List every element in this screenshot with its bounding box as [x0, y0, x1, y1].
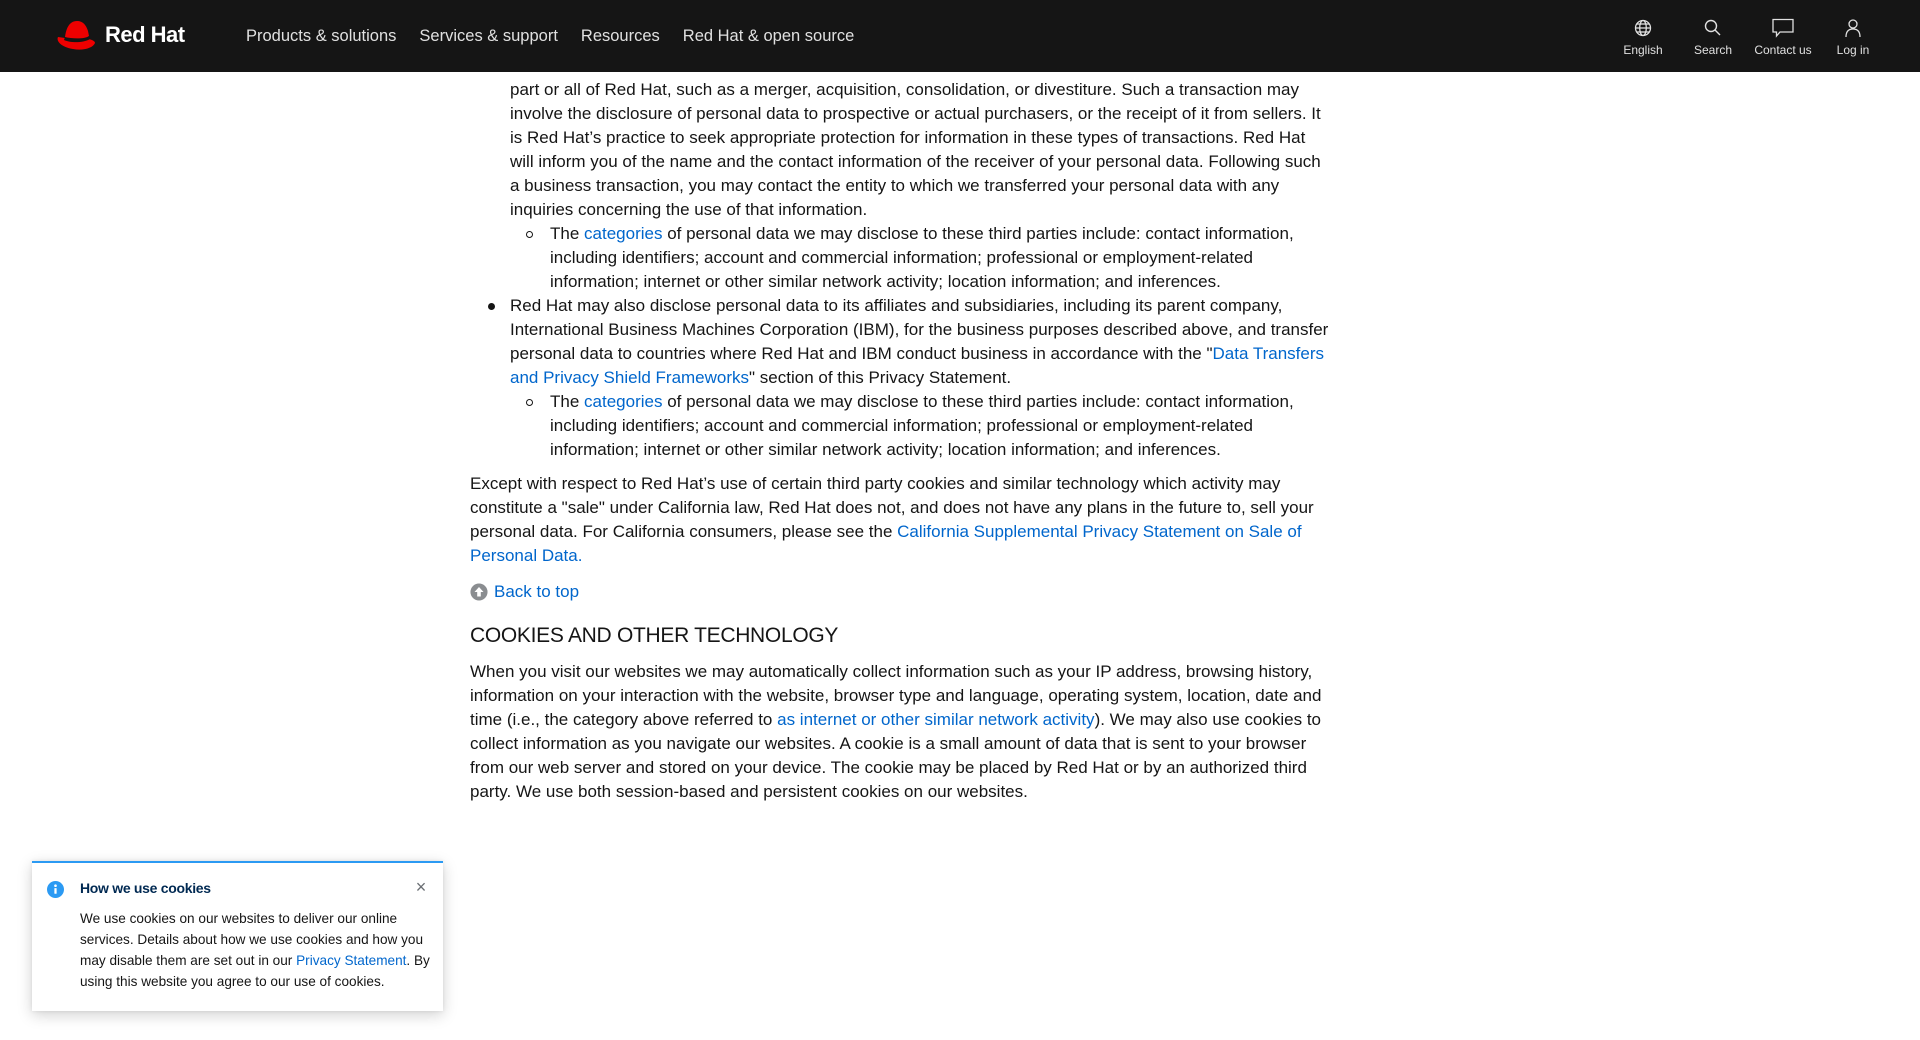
text-prefix: We use cookies on our websites to deliver our online services. Details about how we use cookies and how you may disable them are set out in our	[80, 911, 424, 968]
nav-products-solutions[interactable]: Products & solutions	[246, 26, 397, 45]
sale-text	[470, 472, 1330, 568]
affiliate-categories-item	[550, 390, 1330, 462]
text-suffix: of personal data we may disclose to these third parties include: contact information, including identifiers; account and commercial information; professional or employment-related information; internet or other similar network activity; location information; and inferences.	[550, 392, 1294, 459]
circle-bullet-icon	[526, 231, 533, 238]
data-transfers-link[interactable]: Data Transfers and Privacy Shield Frameworks	[510, 344, 1324, 387]
text-suffix: ). We may also use cookies to collect information as you navigate our websites. A cookie is a small amount of data that is sent to your browser from our web server and stored on your device. The cookie may be placed by Red Hat or by an authorized third party. We use both session-based and persistent cookies on our websites.	[470, 710, 1322, 801]
info-icon	[47, 881, 64, 898]
sale-paragraph	[470, 472, 1330, 568]
cookies-text	[470, 660, 1330, 804]
privacy-statement-link[interactable]: Privacy Statement	[296, 953, 407, 968]
back-to-top-link[interactable]	[470, 580, 1330, 604]
business-transfer-text: part or all of Red Hat, such as a merger, acquisition, consolidation, or divestiture. Such a transaction may involve the disclosure of personal data to prospective or actual purchasers, or the receipt of it from sellers. It is Red Hat’s practice to seek appropriate protection for information in these types of transactions. Red Hat will inform you of the name and the contact information of the receiver of your personal data. Following such a business transaction, you may contact the entity to which we transferred your personal data with any inquiries concerning the use of that information.	[510, 80, 1321, 219]
language-button[interactable]	[1608, 0, 1678, 72]
nav-services-support[interactable]: Services & support	[419, 26, 558, 45]
california-supplemental-link[interactable]: California Supplemental Privacy Statement on Sale of Personal Data.	[470, 522, 1302, 565]
language-label: English	[1623, 42, 1663, 57]
chat-bubble-icon	[1772, 18, 1794, 38]
business-transfer-bullet	[510, 78, 1330, 222]
contact-us-button[interactable]	[1748, 0, 1818, 72]
logo-text: Red Hat	[105, 22, 185, 47]
log-in-label: Log in	[1836, 42, 1870, 57]
text-prefix: The	[550, 224, 585, 243]
main-nav	[246, 0, 877, 72]
close-icon[interactable]: ×	[415, 877, 427, 897]
cookie-banner-title: How we use cookies	[80, 880, 211, 896]
site-header	[0, 0, 1920, 72]
search-label: Search	[1693, 42, 1733, 57]
text-prefix: When you visit our websites we may automatically collect information such as your IP address, browsing history, information on your interaction with the website, browser type and language, operating system, location, date and time (i.e., the category above referred to	[470, 662, 1322, 729]
text-suffix: " section of this Privacy Statement.	[749, 368, 1012, 387]
search-button[interactable]	[1678, 0, 1748, 72]
network-activity-link[interactable]: as internet or other similar network activity	[777, 710, 1095, 729]
globe-icon	[1633, 18, 1653, 38]
text-prefix: Except with respect to Red Hat’s use of certain third party cookies and similar technology which activity may constitute a "sale" under California law, Red Hat does not, and does not have any plans in the future to, sell your personal data. For California consumers, please see the	[470, 474, 1314, 541]
categories-link[interactable]: categories	[584, 224, 663, 243]
back-to-top-label: Back to top	[494, 582, 580, 601]
red-hat-logo-icon	[55, 17, 101, 53]
disclosure-categories-text	[550, 222, 1330, 294]
contact-us-label: Contact us	[1754, 42, 1812, 57]
user-icon	[1843, 18, 1863, 38]
affiliates-text	[510, 294, 1330, 390]
affiliate-categories-text	[550, 390, 1330, 462]
text-suffix: . By using this website you agree to our use of cookies.	[80, 953, 430, 989]
nav-resources[interactable]: Resources	[580, 26, 660, 45]
bullet-dot-icon	[488, 303, 495, 310]
text-prefix: The	[550, 392, 585, 411]
disclosure-categories-item	[550, 222, 1330, 294]
privacy-statement-content	[470, 78, 1330, 804]
cookie-banner	[32, 861, 443, 1011]
categories-link[interactable]: categories	[584, 392, 663, 411]
text-suffix: of personal data we may disclose to these third parties include: contact information, including identifiers; account and commercial information; professional or employment-related information; internet or other similar network activity; location information; and inferences.	[550, 224, 1294, 291]
arrow-up-circle-icon	[470, 583, 488, 601]
circle-bullet-icon	[526, 399, 533, 406]
log-in-button[interactable]	[1818, 0, 1888, 72]
affiliates-bullet	[510, 294, 1330, 390]
cookies-paragraph	[470, 660, 1330, 804]
cookie-banner-body	[80, 908, 430, 992]
red-hat-logo[interactable]	[55, 17, 185, 53]
text-prefix: Red Hat may also disclose personal data to its affiliates and subsidiaries, including its parent company, International Business Machines Corporation (IBM), for the business purposes described above, and transfer personal data to countries where Red Hat and IBM conduct business in accordance with the "	[510, 296, 1329, 363]
nav-red-hat-open-source[interactable]: Red Hat & open source	[682, 26, 855, 45]
search-icon	[1703, 18, 1723, 38]
utility-nav	[1608, 0, 1888, 72]
cookies-heading: COOKIES AND OTHER TECHNOLOGY	[470, 624, 839, 647]
